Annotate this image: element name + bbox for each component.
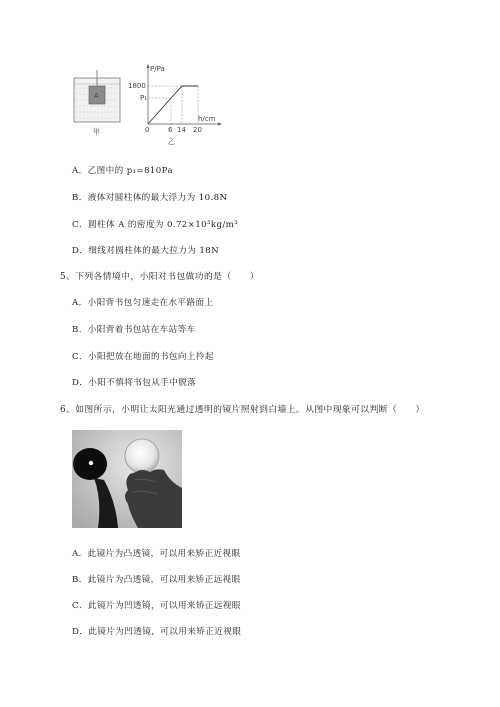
q5-option-a-text: 小阳背书包匀速走在水平路面上 [87,298,214,308]
q5-option-b-letter: B． [72,325,88,335]
q6-option-b-letter: B． [72,575,88,585]
q5-option-b-text: 小阳背着书包站在车站等车 [87,325,196,335]
q5-option-c [72,350,214,362]
q4-option-c-text: 圆柱体 A 的密度为 0.72×10³kg/m³ [87,220,239,230]
x-tick-6: 6 [168,126,173,134]
q5-option-d-letter: D． [72,378,89,388]
q4-option-b [72,191,227,203]
q5-option-c-letter: C． [72,352,88,362]
q5-option-c-text: 小阳把放在地面的书包向上拎起 [87,352,214,362]
pressure-line [148,86,198,124]
q5-option-a-letter: A． [72,298,88,308]
q5-option-d-text: 小阳不慎将书包从手中脱落 [88,378,197,388]
q6-option-a [72,547,241,559]
q6-stem: 6、如图所示，小明让太阳光通过透明的镜片照射到白墙上。从图中现象可以判断（ ） [60,405,425,415]
container-diagram [74,70,120,136]
lens [125,439,159,473]
q6-option-b-text: 此镜片为凸透镜，可以用来矫正远视眼 [87,575,241,585]
x-tick-0: 0 [145,126,150,134]
q4-option-a [72,164,173,176]
q6-option-d [72,625,241,637]
lens-photo [72,430,182,528]
x-tick-14: 14 [177,126,186,134]
q6-option-c-text: 此镜片为凹透镜，可以用来矫正远视眼 [87,601,241,611]
x-axis-label: h/cm [198,115,216,123]
block-label: A [94,92,99,100]
pressure-graph [128,64,222,146]
q5-option-b [72,323,196,335]
y-tick-1800: 1800 [128,82,146,90]
q5-stem: 5、下列各情境中，小阳对书包做功的是（ ） [60,272,260,282]
q4-option-a-letter: A． [72,166,88,176]
q6-option-a-letter: A． [72,549,88,559]
q6-option-c-letter: C． [72,601,88,611]
q6-option-a-text: 此镜片为凸透镜，可以用来矫正近视眼 [87,549,241,559]
q4-option-b-text: 液体对圆柱体的最大浮力为 10.8N [87,193,228,203]
q6-option-b [72,573,241,585]
graph-caption: 乙 [168,138,175,146]
q4-figure [70,62,230,148]
y-axis-label: P/Pa [150,65,165,73]
q4-option-a-text: 乙图中的 p₁=810Pa [87,166,173,176]
q4-option-d-letter: D． [72,246,89,256]
q4-option-d [72,244,219,256]
q4-option-d-text: 细线对圆柱体的最大拉力为 18N [88,246,220,256]
q6-option-d-letter: D． [72,627,89,637]
q5-option-d [72,376,196,388]
y-tick-p1: P₁ [140,94,148,102]
q6-option-c [72,599,241,611]
x-tick-20: 20 [193,126,202,134]
q5-option-a [72,296,214,308]
q4-option-c-letter: C． [72,220,88,230]
container-caption: 甲 [93,128,100,136]
q4-option-b-letter: B． [72,193,88,203]
q4-option-c [72,218,238,230]
q6-option-d-text: 此镜片为凹透镜，可以用来矫正近视眼 [88,627,242,637]
focused-light-spot [89,461,93,465]
